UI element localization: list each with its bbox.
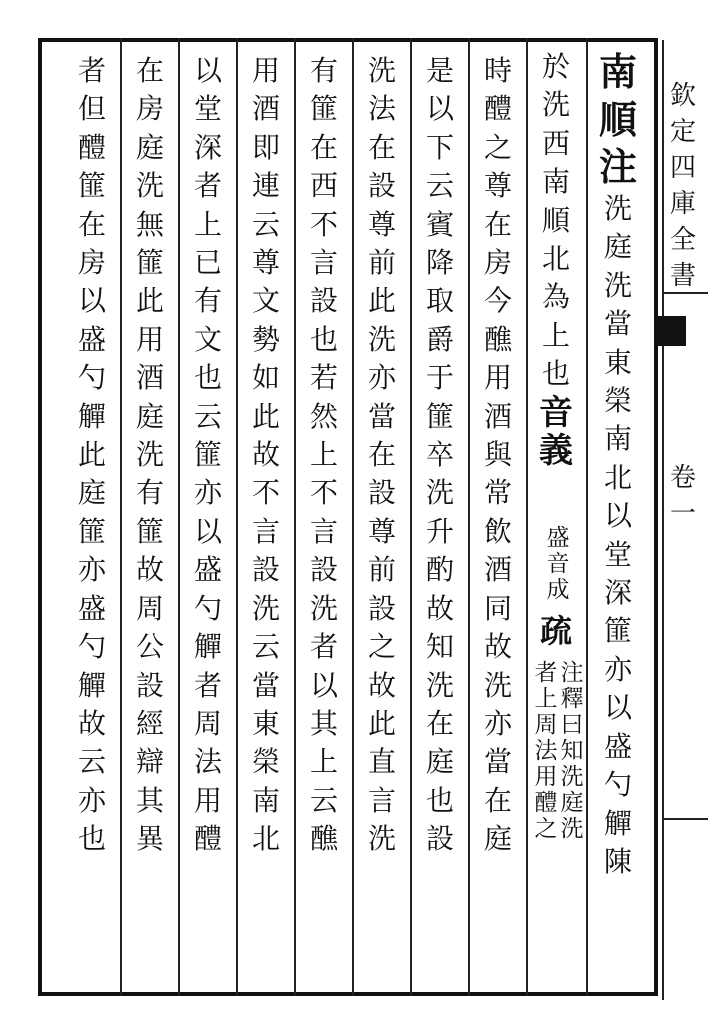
char: 洗	[309, 591, 338, 625]
column-rule	[120, 38, 122, 996]
char: 者	[77, 54, 106, 87]
char: 云	[251, 630, 280, 664]
char: 尊	[483, 169, 512, 203]
char: 東	[603, 345, 632, 379]
char: 為	[541, 280, 570, 314]
char: 也	[425, 783, 454, 817]
char: 堂	[193, 92, 222, 126]
char: 設	[367, 169, 396, 203]
char: 南	[603, 422, 632, 456]
char: 南	[541, 165, 570, 199]
char: 云	[77, 745, 106, 779]
char: 之	[483, 130, 512, 164]
char: 也	[77, 822, 106, 856]
column-rule	[178, 38, 180, 996]
char: 法	[534, 738, 558, 764]
char: 洗	[483, 668, 512, 702]
char: 定	[670, 117, 697, 147]
char: 已	[193, 246, 222, 280]
char: 房	[135, 92, 164, 126]
char: 者	[309, 630, 338, 664]
char: 連	[251, 169, 280, 203]
char: 洗	[425, 668, 454, 702]
book-title	[670, 78, 696, 294]
char: 庭	[425, 745, 454, 779]
char: 當	[603, 307, 632, 341]
char: 用	[251, 54, 280, 87]
fish-tail-mark	[656, 316, 686, 346]
char: 用	[193, 783, 222, 817]
volume-label	[670, 460, 696, 532]
char: 四	[670, 153, 697, 183]
char: 醴	[483, 92, 512, 126]
char: 以	[425, 92, 454, 126]
char: 此	[367, 284, 396, 318]
text-column-3	[476, 52, 520, 859]
char: 上	[309, 745, 338, 779]
char: 言	[309, 246, 338, 280]
char: 篚	[135, 246, 164, 280]
char: 若	[309, 361, 338, 395]
char: 此	[251, 399, 280, 433]
char: 云	[309, 783, 338, 817]
annotation-tail	[537, 525, 579, 603]
char: 不	[251, 476, 280, 510]
char: 亦	[367, 361, 396, 395]
char: 庭	[560, 790, 584, 816]
char: 云	[425, 169, 454, 203]
char: 醮	[483, 322, 512, 356]
char: 周	[135, 591, 164, 625]
char: 飲	[483, 514, 512, 548]
char: 順	[598, 96, 637, 142]
text-column-6	[302, 52, 346, 859]
column-rule	[410, 38, 412, 996]
char: 者	[534, 660, 558, 686]
char: 卷	[670, 463, 697, 493]
text-column-9	[128, 52, 172, 859]
margin-rule	[662, 818, 708, 820]
char: 亦	[603, 652, 632, 686]
char: 此	[135, 284, 164, 318]
char: 深	[603, 576, 632, 610]
char: 如	[251, 361, 280, 395]
char: 用	[483, 361, 512, 395]
char: 尊	[367, 207, 396, 241]
char: 同	[483, 591, 512, 625]
char: 亦	[193, 476, 222, 510]
char: 東	[251, 706, 280, 740]
char: 音	[539, 392, 573, 433]
char: 常	[483, 476, 512, 510]
char: 上	[193, 207, 222, 241]
char: 庭	[483, 822, 512, 856]
char: 無	[135, 207, 164, 241]
char: 于	[425, 361, 454, 395]
char: 盛	[77, 591, 106, 625]
char: 疏	[539, 612, 572, 650]
char: 上	[541, 318, 570, 352]
char: 在	[483, 783, 512, 817]
char: 義	[539, 431, 573, 472]
char: 故	[251, 438, 280, 472]
char: 設	[425, 822, 454, 856]
char: 是	[425, 54, 454, 87]
char: 榮	[251, 745, 280, 779]
char: 然	[309, 399, 338, 433]
char: 酒	[483, 553, 512, 587]
char: 篚	[193, 438, 222, 472]
char: 設	[309, 553, 338, 587]
char: 篚	[77, 169, 106, 203]
char: 盛	[546, 525, 570, 551]
char: 其	[309, 706, 338, 740]
char: 洗	[425, 476, 454, 510]
char: 注	[560, 660, 584, 686]
char: 庫	[670, 189, 697, 219]
char: 篚	[135, 514, 164, 548]
char: 辯	[135, 745, 164, 779]
char: 釋	[560, 686, 584, 712]
char: 當	[483, 745, 512, 779]
char: 醴	[193, 822, 222, 856]
char: 有	[135, 476, 164, 510]
char: 卒	[425, 438, 454, 472]
char: 但	[77, 92, 106, 126]
char: 文	[193, 322, 222, 356]
column-rule	[468, 38, 470, 996]
char: 洗	[560, 816, 584, 842]
char: 法	[367, 92, 396, 126]
char: 在	[425, 706, 454, 740]
char: 設	[367, 476, 396, 510]
char: 也	[193, 361, 222, 395]
char: 房	[77, 246, 106, 280]
char: 酌	[425, 553, 454, 587]
char: 洗	[135, 169, 164, 203]
char: 勢	[251, 322, 280, 356]
char: 此	[77, 438, 106, 472]
char: 觶	[603, 806, 632, 840]
char: 在	[483, 207, 512, 241]
char: 醴	[534, 790, 558, 816]
char: 亦	[77, 783, 106, 817]
char: 觶	[77, 668, 106, 702]
char: 觶	[193, 630, 222, 664]
column-rule	[294, 38, 296, 996]
char: 尊	[367, 514, 396, 548]
text-column-7	[244, 52, 288, 859]
char: 不	[309, 207, 338, 241]
text-column-1-cont	[598, 190, 638, 881]
char: 之	[367, 630, 396, 664]
char: 知	[560, 738, 584, 764]
char: 設	[367, 591, 396, 625]
char: 洗	[367, 54, 396, 87]
char: 今	[483, 284, 512, 318]
char: 以	[193, 514, 222, 548]
char: 洗	[603, 192, 632, 225]
char: 也	[541, 357, 570, 391]
char: 以	[603, 499, 632, 533]
char: 前	[367, 553, 396, 587]
char: 也	[309, 322, 338, 356]
char: 設	[309, 284, 338, 318]
char: 洗	[541, 88, 570, 122]
char: 篚	[77, 514, 106, 548]
column-rule	[586, 38, 588, 996]
char: 降	[425, 246, 454, 280]
char: 有	[193, 284, 222, 318]
char: 設	[251, 553, 280, 587]
char: 盛	[193, 553, 222, 587]
char: 時	[483, 54, 512, 87]
char: 堂	[603, 537, 632, 571]
char: 西	[309, 169, 338, 203]
char: 庭	[603, 230, 632, 264]
char: 書	[670, 261, 697, 291]
char: 經	[135, 706, 164, 740]
char: 曰	[560, 712, 584, 738]
char: 法	[193, 745, 222, 779]
char: 升	[425, 514, 454, 548]
char: 篚	[309, 92, 338, 126]
char: 上	[309, 438, 338, 472]
char: 音	[546, 551, 570, 577]
char: 成	[546, 577, 570, 603]
char: 即	[251, 130, 280, 164]
text-column-2	[534, 48, 578, 470]
char: 洗	[251, 591, 280, 625]
char: 言	[309, 514, 338, 548]
char: 酒	[251, 92, 280, 126]
char: 當	[367, 399, 396, 433]
char: 此	[367, 706, 396, 740]
char: 故	[135, 553, 164, 587]
char: 西	[541, 126, 570, 160]
char: 其	[135, 783, 164, 817]
char: 不	[309, 476, 338, 510]
column-rule	[526, 38, 528, 996]
char: 上	[534, 686, 558, 712]
char: 故	[483, 630, 512, 664]
char: 設	[135, 668, 164, 702]
char: 順	[541, 203, 570, 237]
char: 洗	[135, 438, 164, 472]
char: 勺	[193, 591, 222, 625]
margin-rule	[662, 292, 708, 294]
char: 勺	[603, 768, 632, 802]
char: 周	[193, 706, 222, 740]
char: 與	[483, 438, 512, 472]
char: 文	[251, 284, 280, 318]
char: 注	[598, 144, 637, 189]
text-column-10	[70, 52, 114, 859]
char: 房	[483, 246, 512, 280]
char: 言	[367, 783, 396, 817]
char: 洗	[367, 322, 396, 356]
char: 言	[251, 514, 280, 548]
shu-label-column	[534, 612, 578, 650]
char: 勺	[77, 361, 106, 395]
char: 洗	[560, 764, 584, 790]
column-rule	[352, 38, 354, 996]
char: 賓	[425, 207, 454, 241]
char: 直	[367, 745, 396, 779]
char: 庭	[135, 130, 164, 164]
char: 酒	[135, 361, 164, 395]
char: 以	[77, 284, 106, 318]
char: 故	[425, 591, 454, 625]
char: 周	[534, 712, 558, 738]
char: 云	[193, 399, 222, 433]
char: 觶	[77, 399, 106, 433]
char: 取	[425, 284, 454, 318]
char: 云	[251, 207, 280, 241]
char: 洗	[367, 822, 396, 856]
char: 在	[135, 54, 164, 87]
char: 全	[670, 225, 697, 255]
text-column-1	[592, 48, 644, 191]
text-column-5	[360, 52, 404, 859]
char: 陳	[603, 844, 632, 878]
char: 南	[251, 783, 280, 817]
char: 之	[534, 816, 558, 842]
char: 知	[425, 630, 454, 664]
char: 北	[603, 460, 632, 494]
char: 用	[135, 322, 164, 356]
char: 一	[670, 499, 697, 529]
char: 者	[193, 668, 222, 702]
char: 深	[193, 130, 222, 164]
char: 亦	[483, 706, 512, 740]
text-column-4	[418, 52, 462, 859]
char: 者	[193, 169, 222, 203]
text-column-8	[186, 52, 230, 859]
char: 盛	[603, 729, 632, 763]
char: 下	[425, 130, 454, 164]
char: 有	[309, 54, 338, 87]
char: 故	[367, 668, 396, 702]
char: 醴	[77, 130, 106, 164]
char: 酒	[483, 399, 512, 433]
char: 異	[135, 822, 164, 856]
char: 庭	[135, 399, 164, 433]
char: 爵	[425, 322, 454, 356]
char: 北	[251, 822, 280, 856]
char: 醮	[309, 822, 338, 856]
char: 故	[77, 706, 106, 740]
char: 榮	[603, 384, 632, 418]
char: 前	[367, 246, 396, 280]
char: 北	[541, 242, 570, 276]
char: 在	[77, 207, 106, 241]
char: 欽	[670, 81, 697, 111]
char: 當	[251, 668, 280, 702]
char: 在	[367, 438, 396, 472]
char: 盛	[77, 322, 106, 356]
char: 篚	[425, 399, 454, 433]
char: 南	[598, 49, 637, 94]
char: 勺	[77, 630, 106, 664]
char: 尊	[251, 246, 280, 280]
char: 在	[367, 130, 396, 164]
char: 在	[309, 130, 338, 164]
char: 庭	[77, 476, 106, 510]
char: 以	[309, 668, 338, 702]
char: 亦	[77, 553, 106, 587]
char: 公	[135, 630, 164, 664]
char: 以	[603, 691, 632, 725]
char: 篚	[603, 614, 632, 648]
book-margin	[662, 40, 710, 1000]
char: 用	[534, 764, 558, 790]
shu-text-column-a	[560, 660, 584, 842]
shu-text-column-b	[534, 660, 558, 842]
char: 於	[541, 50, 570, 83]
char: 以	[193, 54, 222, 87]
char: 洗	[603, 268, 632, 302]
column-rule	[236, 38, 238, 996]
